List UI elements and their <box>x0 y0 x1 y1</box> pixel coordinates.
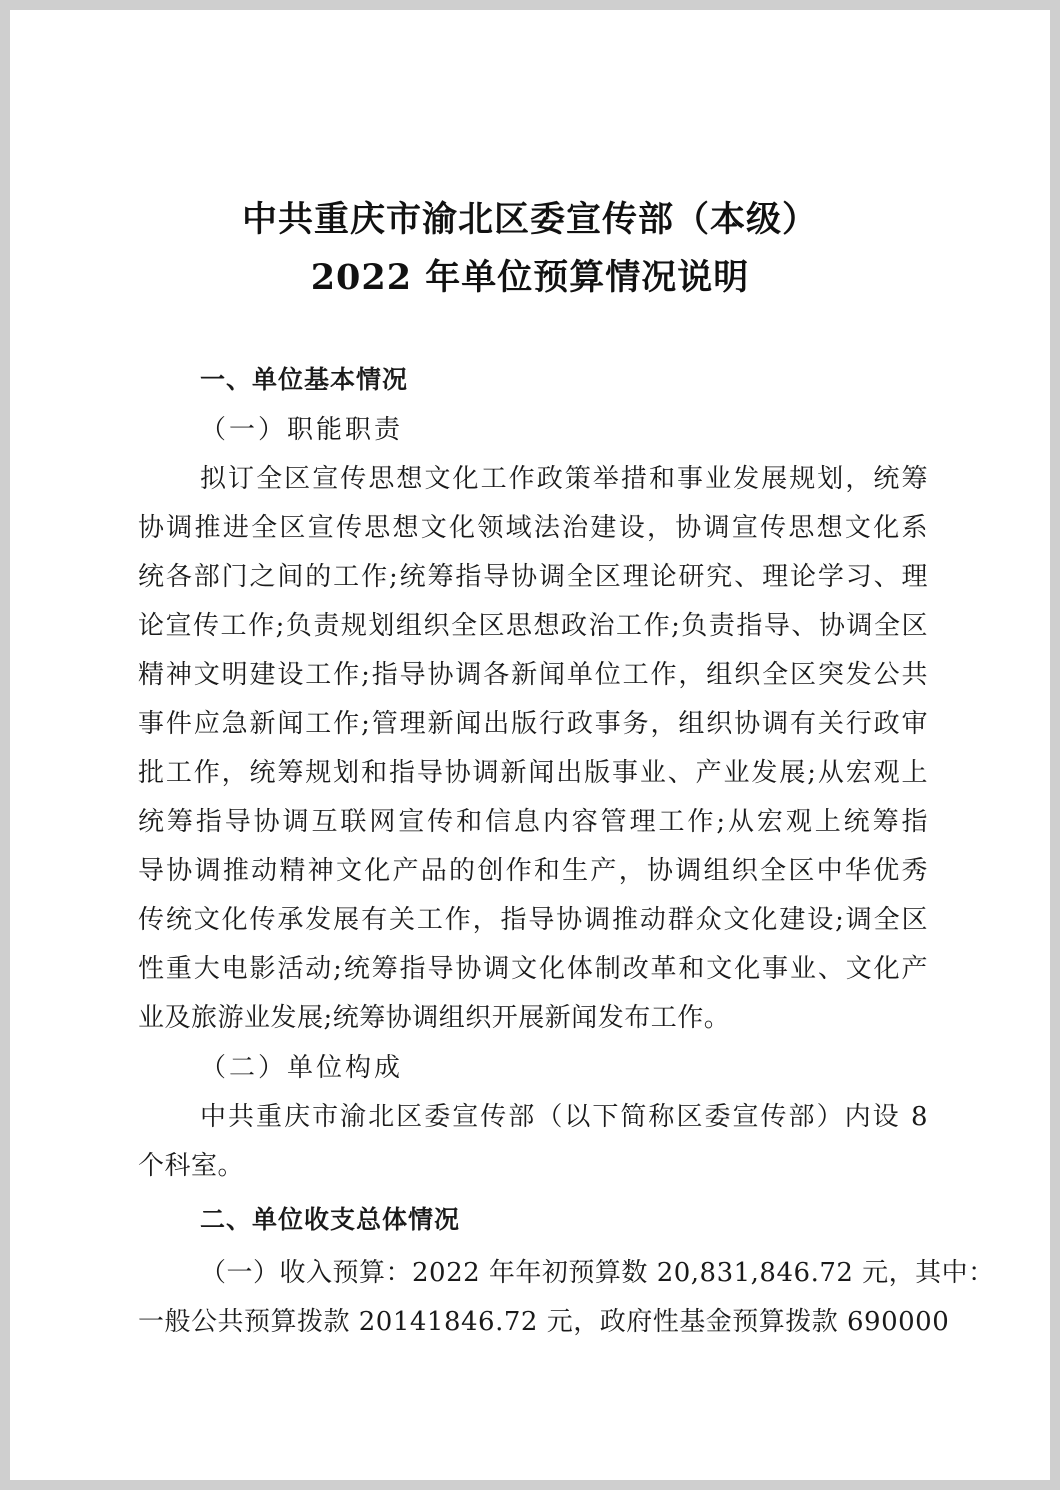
income-line: 一般公共预算拨款 20141846.72 元，政府性基金预算拨款 690000 <box>138 1307 950 1337</box>
duties-line: 精神文明建设工作;指导协调各新闻单位工作，组织全区突发公共 <box>138 660 928 690</box>
sub1-heading: （一）职能职责 <box>200 415 404 445</box>
duties-line: 协调推进全区宣传思想文化领域法治建设，协调宣传思想文化系 <box>138 513 928 543</box>
document-title-line2: 2022 年单位预算情况说明 <box>310 257 750 298</box>
section2-heading: 二、单位收支总体情况 <box>200 1205 461 1234</box>
sub2-heading: （二）单位构成 <box>200 1053 404 1083</box>
duties-line: 性重大电影活动;统筹指导协调文化体制改革和文化事业、文化产 <box>138 954 928 984</box>
income-line: （一）收入预算：2022 年年初预算数 20,831,846.72 元，其中： <box>200 1258 995 1288</box>
duties-line: 传统文化传承发展有关工作，指导协调推动群众文化建设;调全区 <box>138 905 928 935</box>
composition-line: 中共重庆市渝北区委宣传部（以下简称区委宣传部）内设 8 <box>200 1102 928 1132</box>
duties-line: 统各部门之间的工作;统筹指导协调全区理论研究、理论学习、理 <box>138 562 928 592</box>
duties-line: 业及旅游业发展;统筹协调组织开展新闻发布工作。 <box>138 1003 731 1033</box>
duties-line: 事件应急新闻工作;管理新闻出版行政事务，组织协调有关行政审 <box>138 709 928 739</box>
duties-line: 导协调推动精神文化产品的创作和生产，协调组织全区中华优秀 <box>138 856 928 886</box>
document-title-line1: 中共重庆市渝北区委宣传部（本级） <box>241 199 818 240</box>
composition-line: 个科室。 <box>138 1151 245 1181</box>
duties-line: 统筹指导协调互联网宣传和信息内容管理工作;从宏观上统筹指 <box>138 807 928 837</box>
document-page <box>10 10 1050 1480</box>
duties-line: 拟订全区宣传思想文化工作政策举措和事业发展规划，统筹 <box>200 464 928 494</box>
duties-line: 论宣传工作;负责规划组织全区思想政治工作;负责指导、协调全区 <box>138 611 928 641</box>
duties-line: 批工作，统筹规划和指导协调新闻出版事业、产业发展;从宏观上 <box>138 758 928 788</box>
section1-heading: 一、单位基本情况 <box>200 365 409 394</box>
